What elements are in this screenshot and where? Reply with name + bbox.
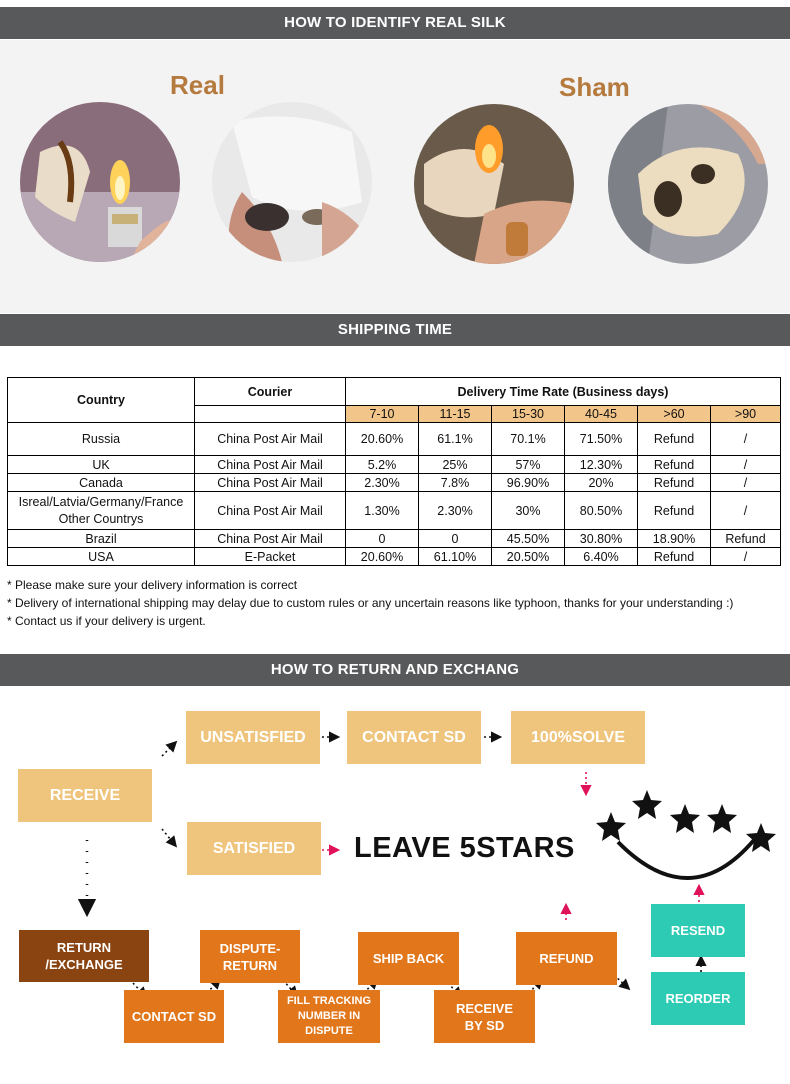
table-row [8,423,781,456]
rate-cell: 0 [419,530,492,548]
smile-curve [618,840,754,878]
receive-sd-line-2: BY SD [464,1017,505,1033]
rate-cell: 20% [565,474,638,492]
resend-box: RESEND [651,904,745,957]
country-header: Country [8,378,195,423]
rate-cell: Refund [638,456,711,474]
range-header: 11-15 [419,406,492,423]
rate-cell: 2.30% [346,474,419,492]
table-row [8,456,781,474]
rate-cell: 20.60% [346,423,419,456]
contact-sd-top-box: CONTACT SD [347,711,481,764]
rate-cell: 57% [492,456,565,474]
receive-box: RECEIVE [18,769,152,822]
country-cell: UK [8,456,195,474]
rate-cell: 61.1% [419,423,492,456]
return-exchange-line-2: /EXCHANGE [45,957,123,972]
shipping-section-title: SHIPPING TIME [0,314,790,346]
table-row [8,530,781,548]
rate-cell: 0 [346,530,419,548]
receive-by-sd-box [434,990,535,1043]
reorder-box: REORDER [651,972,745,1025]
dispute-line-2: RETURN [222,957,278,973]
country-cell-line-1: Isreal/Latvia/Germany/France [18,494,184,509]
note-line: * Delivery of international shipping may delay due to custom rules or any uncertain reasons like typhoon, thanks for your understanding :) [7,596,734,610]
range-header: 7-10 [346,406,419,423]
silk-section-title: HOW TO IDENTIFY REAL SILK [0,7,790,39]
dispute-return-box [200,930,300,983]
courier-cell: China Post Air Mail [195,423,346,456]
rate-cell: 12.30% [565,456,638,474]
unsatisfied-box: UNSATISFIED [186,711,320,764]
country-cell [8,492,195,530]
note-line: * Please make sure your delivery information is correct [7,578,298,592]
country-cell: Russia [8,423,195,456]
leave-five-stars-text: LEAVE 5STARS [354,832,575,864]
rate-cell: 30% [492,492,565,530]
rate-cell: 2.30% [419,492,492,530]
table-row [8,474,781,492]
rate-cell: 25% [419,456,492,474]
courier-header-blank [195,406,346,423]
delivery-header: Delivery Time Rate (Business days) [346,378,781,406]
contact-sd-box: CONTACT SD [124,990,224,1043]
rate-cell: / [711,492,781,530]
star-icon [707,804,737,833]
star-icon [632,790,662,819]
real-label: Real [170,70,225,100]
star-icon [670,804,700,833]
courier-cell: China Post Air Mail [195,530,346,548]
rate-cell: 1.30% [346,492,419,530]
dispute-line-1: DISPUTE- [219,940,281,956]
sham-label: Sham [559,72,630,102]
range-header: 15-30 [492,406,565,423]
rate-cell: 20.60% [346,548,419,566]
courier-cell: E-Packet [195,548,346,566]
rate-cell: 6.40% [565,548,638,566]
shipping-notes [7,576,733,630]
country-cell: Brazil [8,530,195,548]
silk-panel [0,40,790,313]
rate-cell: 70.1% [492,423,565,456]
country-cell: USA [8,548,195,566]
range-header: >60 [638,406,711,423]
refund-box: REFUND [516,932,617,985]
country-cell-line-2: Other Countrys [58,511,144,526]
return-exchange-box [19,930,149,982]
rate-cell: 80.50% [565,492,638,530]
rate-cell: Refund [638,548,711,566]
return-exchange-line-1: RETURN [56,940,112,955]
note-line: * Contact us if your delivery is urgent. [7,614,206,628]
sham-silk-melted-photo [608,104,768,264]
rate-cell: 5.2% [346,456,419,474]
rate-cell: Refund [711,530,781,548]
rate-cell: 30.80% [565,530,638,548]
rate-cell: 61.10% [419,548,492,566]
rate-cell: Refund [638,423,711,456]
table-row [8,492,781,530]
rate-cell: 20.50% [492,548,565,566]
real-silk-burning-photo [20,102,180,262]
rate-cell: 7.8% [419,474,492,492]
rate-cell: Refund [638,474,711,492]
return-section-title: HOW TO RETURN AND EXCHANG [0,654,790,686]
star-icon [746,823,776,852]
arrow-receive-satisfied [162,829,175,845]
rate-cell: 45.50% [492,530,565,548]
sham-silk-burning-photo [414,104,574,264]
shipping-table [7,377,781,566]
rate-cell: / [711,474,781,492]
fill-line-1: FILL TRACKING [286,995,372,1007]
rate-cell: / [711,423,781,456]
rate-cell: 96.90% [492,474,565,492]
star-icon [596,812,626,841]
fill-tracking-box [278,990,380,1043]
range-header: >90 [711,406,781,423]
rate-cell: / [711,456,781,474]
receive-sd-line-1: RECEIVE [455,1000,514,1016]
range-header: 40-45 [565,406,638,423]
rate-cell: 18.90% [638,530,711,548]
fill-line-2: NUMBER IN [297,1010,361,1022]
country-cell: Canada [8,474,195,492]
table-row [8,548,781,566]
courier-cell: China Post Air Mail [195,492,346,530]
real-silk-ash-photo [212,102,372,262]
courier-cell: China Post Air Mail [195,456,346,474]
rate-cell: 71.50% [565,423,638,456]
fill-line-3: DISPUTE [305,1025,353,1037]
courier-cell: China Post Air Mail [195,474,346,492]
rate-cell: / [711,548,781,566]
rate-cell: Refund [638,492,711,530]
ship-back-box: SHIP BACK [358,932,459,985]
arrow-receive-unsatisfied [162,743,175,756]
solve-box: 100%SOLVE [511,711,645,764]
courier-header: Courier [195,378,346,406]
satisfied-box: SATISFIED [187,822,321,875]
